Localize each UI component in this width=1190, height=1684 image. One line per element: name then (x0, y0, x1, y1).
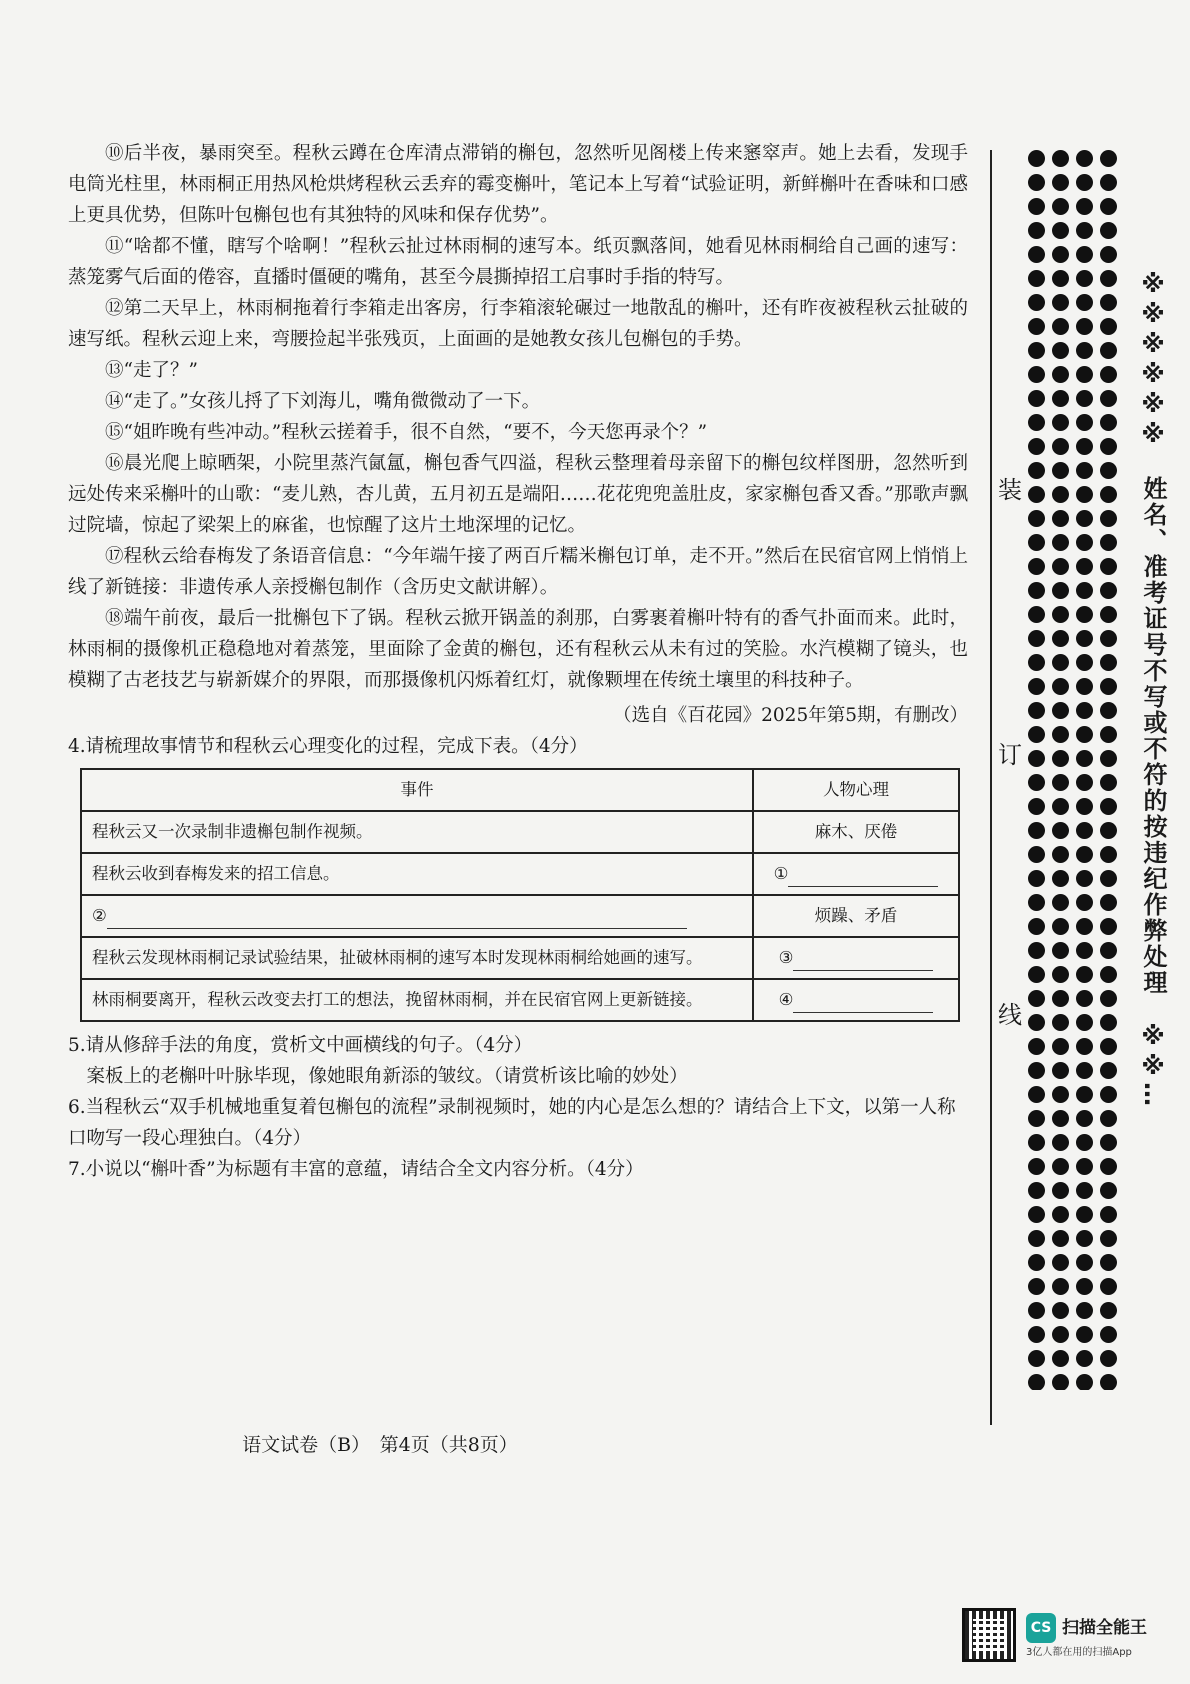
dot (1052, 1278, 1069, 1295)
dot (1028, 654, 1045, 671)
dot (1028, 342, 1045, 359)
event-cell[interactable] (81, 895, 753, 937)
dot (1100, 630, 1117, 647)
dot (1100, 990, 1117, 1007)
table-row (81, 979, 959, 1021)
dot (1028, 198, 1045, 215)
dot (1100, 654, 1117, 671)
dot (1052, 918, 1069, 935)
dot (1052, 174, 1069, 191)
dot (1100, 1158, 1117, 1175)
paragraph-13: ⑬“走了？” (105, 360, 198, 381)
dot (1052, 1182, 1069, 1199)
dot (1052, 438, 1069, 455)
dot (1052, 534, 1069, 551)
dot (1028, 966, 1045, 983)
dot (1052, 990, 1069, 1007)
dot (1076, 774, 1093, 791)
dot (1028, 486, 1045, 503)
dot (1100, 246, 1117, 263)
dot (1100, 1206, 1117, 1223)
dot (1028, 414, 1045, 431)
dot (1028, 1254, 1045, 1271)
dot (1100, 726, 1117, 743)
dot (1052, 1038, 1069, 1055)
dot (1052, 486, 1069, 503)
dot (1076, 222, 1093, 239)
dot (1028, 678, 1045, 695)
dot (1076, 390, 1093, 407)
dot (1028, 1014, 1045, 1031)
dot (1052, 294, 1069, 311)
table-row (81, 853, 959, 895)
dot (1100, 918, 1117, 935)
dot (1076, 606, 1093, 623)
dot (1100, 1014, 1117, 1031)
dot (1052, 822, 1069, 839)
dot (1052, 654, 1069, 671)
dot (1028, 174, 1045, 191)
dot (1052, 870, 1069, 887)
dot (1052, 270, 1069, 287)
dot (1052, 414, 1069, 431)
dot (1100, 414, 1117, 431)
binding-line (990, 150, 992, 1425)
dot (1028, 1374, 1045, 1390)
dot (1100, 1086, 1117, 1103)
dot (1052, 390, 1069, 407)
dot (1028, 822, 1045, 839)
dot (1076, 798, 1093, 815)
dot (1052, 1134, 1069, 1151)
dot (1052, 150, 1069, 167)
dot (1076, 1158, 1093, 1175)
dot (1100, 798, 1117, 815)
dot (1028, 606, 1045, 623)
dot (1076, 582, 1093, 599)
dot (1076, 966, 1093, 983)
dot (1076, 1278, 1093, 1295)
answer-blank-3[interactable] (793, 948, 933, 971)
dot (1028, 318, 1045, 335)
dot (1076, 942, 1093, 959)
dot (1100, 702, 1117, 719)
exam-content (68, 138, 968, 1185)
dot (1100, 1374, 1117, 1390)
dot (1076, 1038, 1093, 1055)
dot (1052, 1158, 1069, 1175)
dot (1100, 966, 1117, 983)
dot (1028, 1158, 1045, 1175)
dot (1100, 294, 1117, 311)
dot (1052, 1302, 1069, 1319)
dot (1076, 1254, 1093, 1271)
dot (1028, 918, 1045, 935)
event-cell: 林雨桐要离开，程秋云改变去打工的想法，挽留林雨桐，并在民宿官网上更新链接。 (81, 979, 753, 1021)
dot (1028, 942, 1045, 959)
dot (1076, 1326, 1093, 1343)
dot (1076, 702, 1093, 719)
blank-label-4: ④ (778, 990, 794, 1009)
dot (1052, 1062, 1069, 1079)
dot (1076, 990, 1093, 1007)
dot (1052, 1230, 1069, 1247)
dot (1100, 870, 1117, 887)
blank-label-3: ③ (778, 948, 794, 967)
dot (1076, 366, 1093, 383)
dot (1052, 462, 1069, 479)
dot (1052, 702, 1069, 719)
dot (1100, 462, 1117, 479)
dot (1100, 894, 1117, 911)
dot (1028, 366, 1045, 383)
dot (1100, 1182, 1117, 1199)
dot (1100, 1254, 1117, 1271)
dot (1100, 318, 1117, 335)
dot (1100, 150, 1117, 167)
dot (1028, 1110, 1045, 1127)
dot (1052, 630, 1069, 647)
dot (1076, 918, 1093, 935)
dot (1100, 774, 1117, 791)
dot (1052, 966, 1069, 983)
dot (1076, 174, 1093, 191)
dot (1028, 1134, 1045, 1151)
question-7: 7.小说以“槲叶香”为标题有丰富的意蕴，请结合全文内容分析。（4分） (68, 1159, 644, 1180)
dot (1052, 1374, 1069, 1390)
answer-blank-1[interactable] (788, 864, 938, 887)
dot (1076, 342, 1093, 359)
paragraph-18: ⑱端午前夜，最后一批槲包下了锅。程秋云掀开锅盖的刹那，白雾裹着槲叶特有的香气扑面而来。此时，林雨桐的摄像机正稳稳地对着蒸笼，里面除了金黄的槲包，还有程秋云从未有过的笑脸。水汽模糊了镜头，也模糊了古老技艺与崭新媒介的界限，而那摄像机闪烁着红灯，就像颗埋在传统土壤里的科技种子。 (68, 608, 968, 691)
dot (1076, 726, 1093, 743)
dot (1028, 1038, 1045, 1055)
dot (1028, 1278, 1045, 1295)
dot (1028, 1062, 1045, 1079)
dot (1028, 246, 1045, 263)
dot (1028, 990, 1045, 1007)
dot (1052, 774, 1069, 791)
dot (1100, 174, 1117, 191)
dot (1100, 198, 1117, 215)
blank-label-1: ① (773, 864, 789, 883)
dot (1076, 534, 1093, 551)
dot (1100, 1278, 1117, 1295)
dot (1076, 150, 1093, 167)
mind-cell: 麻木、厌倦 (753, 811, 959, 853)
dot (1100, 1302, 1117, 1319)
binding-label-zhuang: 装 (998, 476, 1022, 504)
dot (1028, 870, 1045, 887)
event-cell: 程秋云又一次录制非遗槲包制作视频。 (81, 811, 753, 853)
dot (1076, 294, 1093, 311)
answer-blank-4[interactable] (793, 990, 933, 1013)
dot (1076, 1374, 1093, 1390)
question-4: 4.请梳理故事情节和程秋云心理变化的过程，完成下表。（4分） (68, 736, 588, 757)
dot (1100, 510, 1117, 527)
binding-label-ding: 订 (998, 741, 1022, 769)
dot (1052, 1326, 1069, 1343)
dot (1028, 774, 1045, 791)
event-cell: 程秋云收到春梅发来的招工信息。 (81, 853, 753, 895)
dot (1028, 1206, 1045, 1223)
dot (1052, 246, 1069, 263)
dot (1052, 1086, 1069, 1103)
dot (1052, 1014, 1069, 1031)
dot (1100, 1134, 1117, 1151)
dot (1076, 1230, 1093, 1247)
dot (1052, 318, 1069, 335)
dot (1076, 822, 1093, 839)
dot (1100, 222, 1117, 239)
paragraph-15: ⑮“姐昨晚有些冲动。”程秋云搓着手，很不自然，“要不，今天您再录个？” (105, 422, 708, 443)
dot (1100, 342, 1117, 359)
dot (1100, 1230, 1117, 1247)
binding-label-xian: 线 (998, 1001, 1022, 1029)
dot (1028, 534, 1045, 551)
question-5-sentence: 案板上的老槲叶叶脉毕现，像她眼角新添的皱纹。（请赏析该比喻的妙处） (86, 1066, 688, 1087)
table-row (81, 895, 959, 937)
dot (1028, 1326, 1045, 1343)
dot (1076, 438, 1093, 455)
paragraph-11: ⑪“啥都不懂，瞎写个啥啊！”程秋云扯过林雨桐的速写本。纸页飘落间，她看见林雨桐给自己画的速写：蒸笼雾气后面的倦容，直播时僵硬的嘴角，甚至今晨撕掉招工启事时手指的特写。 (68, 236, 968, 288)
question-6: 6.当程秋云“双手机械地重复着包槲包的流程”录制视频时，她的内心是怎么想的？请结合上下文，以第一人称口吻写一段心理独白。（4分） (68, 1097, 956, 1149)
dot (1052, 798, 1069, 815)
dot (1052, 1254, 1069, 1271)
col-event-header: 事件 (81, 769, 753, 811)
mind-cell[interactable] (753, 979, 959, 1021)
dot (1028, 510, 1045, 527)
dot (1052, 510, 1069, 527)
paragraph-14: ⑭“走了。”女孩儿捋了下刘海儿，嘴角微微动了一下。 (105, 391, 541, 412)
dot (1028, 582, 1045, 599)
blank-label-2: ② (92, 906, 107, 925)
dot (1028, 558, 1045, 575)
dot (1100, 678, 1117, 695)
dot (1052, 366, 1069, 383)
table-row (81, 811, 959, 853)
dot (1028, 462, 1045, 479)
dot-pattern (1028, 150, 1120, 1390)
dot (1052, 222, 1069, 239)
dot (1052, 894, 1069, 911)
table-header-row (81, 769, 959, 811)
dot (1100, 558, 1117, 575)
dot (1028, 798, 1045, 815)
dot (1076, 198, 1093, 215)
dot (1028, 294, 1045, 311)
table-row (81, 937, 959, 979)
dot (1076, 510, 1093, 527)
dot (1028, 702, 1045, 719)
dot (1076, 1086, 1093, 1103)
dot (1100, 1110, 1117, 1127)
dot (1100, 390, 1117, 407)
dot (1052, 750, 1069, 767)
dot (1052, 1350, 1069, 1367)
dot (1100, 822, 1117, 839)
dot (1076, 270, 1093, 287)
dot (1028, 750, 1045, 767)
dot (1052, 942, 1069, 959)
dot (1076, 846, 1093, 863)
dot (1100, 534, 1117, 551)
dot (1028, 726, 1045, 743)
event-cell: 程秋云发现林雨桐记录试验结果，扯破林雨桐的速写本时发现林雨桐给她画的速写。 (81, 937, 753, 979)
paragraph-10: ⑩后半夜，暴雨突至。程秋云蹲在仓库清点滞销的槲包，忽然听见阁楼上传来窸窣声。她上去看，发现手电筒光柱里，林雨桐正用热风枪烘烤程秋云丢弃的霉变槲叶，笔记本上写着“试验证明，新鲜槲叶在香味和口感上更具优势，但陈叶包槲包也有其独特的风味和保存优势”。 (68, 143, 968, 226)
dot (1100, 1350, 1117, 1367)
dot (1076, 1302, 1093, 1319)
dot (1052, 558, 1069, 575)
dot (1100, 438, 1117, 455)
dot (1076, 870, 1093, 887)
dot (1100, 846, 1117, 863)
mind-cell[interactable] (753, 937, 959, 979)
dot (1052, 1206, 1069, 1223)
scanner-name: 扫描全能王 (1062, 1617, 1147, 1638)
dot (1076, 678, 1093, 695)
dot (1076, 1350, 1093, 1367)
dot (1028, 894, 1045, 911)
scanner-slogan: 3亿人都在用的扫描App (1026, 1646, 1132, 1658)
event-table (80, 768, 960, 1022)
page-footer: 语文试卷（B） 第4页（共8页） (242, 1434, 518, 1456)
dot (1052, 342, 1069, 359)
dot (1076, 558, 1093, 575)
dot (1076, 1134, 1093, 1151)
paragraph-17: ⑰程秋云给春梅发了条语音信息：“今年端午接了两百斤糯米槲包订单，走不开。”然后在民宿官网上悄悄上线了新链接：非遗传承人亲授槲包制作（含历史文献讲解）。 (68, 546, 968, 598)
dot (1076, 246, 1093, 263)
dot (1100, 1062, 1117, 1079)
paragraph-12: ⑫第二天早上，林雨桐拖着行李箱走出客房，行李箱滚轮碾过一地散乱的槲叶，还有昨夜被程秋云扯破的速写纸。程秋云迎上来，弯腰捡起半张残页，上面画的是她教女孩儿包槲包的手势。 (68, 298, 968, 350)
margin-notice: ※※※※※※ 姓名、准考证号不写或不符的按违纪作弊处理 ※※… (1139, 270, 1167, 1108)
dot (1076, 462, 1093, 479)
dot (1028, 630, 1045, 647)
dot (1028, 270, 1045, 287)
dot (1076, 414, 1093, 431)
dot (1028, 222, 1045, 239)
qr-code-icon (962, 1608, 1016, 1662)
dot (1076, 750, 1093, 767)
col-mind-header: 人物心理 (753, 769, 959, 811)
dot (1052, 582, 1069, 599)
dot (1076, 1110, 1093, 1127)
dot (1052, 198, 1069, 215)
dot (1028, 390, 1045, 407)
dot (1028, 1302, 1045, 1319)
dot (1052, 1110, 1069, 1127)
dot (1076, 1014, 1093, 1031)
dot (1028, 1182, 1045, 1199)
dot (1028, 1350, 1045, 1367)
answer-blank-2[interactable] (107, 906, 687, 929)
dot (1052, 606, 1069, 623)
dot (1100, 1038, 1117, 1055)
dot (1076, 318, 1093, 335)
dot (1076, 1206, 1093, 1223)
dot (1100, 606, 1117, 623)
dot (1028, 846, 1045, 863)
dot (1028, 438, 1045, 455)
dot (1028, 1230, 1045, 1247)
dot (1100, 582, 1117, 599)
mind-cell[interactable] (753, 853, 959, 895)
question-5: 5.请从修辞手法的角度，赏析文中画横线的句子。（4分） (68, 1035, 533, 1056)
dot (1076, 1182, 1093, 1199)
paragraph-16: ⑯晨光爬上晾晒架，小院里蒸汽氤氲，槲包香气四溢，程秋云整理着母亲留下的槲包纹样图册，忽然听到远处传来采槲叶的山歌：“麦儿熟，杏儿黄，五月初五是端阳……花花兜兜盖肚皮，家家槲包香又香。”那歌声飘过院墙，惊起了梁架上的麻雀，也惊醒了这片土地深埋的记忆。 (68, 453, 968, 536)
dot (1052, 726, 1069, 743)
source-citation: （选自《百花园》2025年第5期，有删改） (613, 705, 968, 726)
dot (1100, 486, 1117, 503)
dot (1028, 1086, 1045, 1103)
dot (1052, 846, 1069, 863)
dot (1100, 270, 1117, 287)
dot (1100, 750, 1117, 767)
dot (1076, 654, 1093, 671)
mind-cell: 烦躁、矛盾 (753, 895, 959, 937)
dot (1076, 1062, 1093, 1079)
dot (1100, 366, 1117, 383)
cs-logo-icon: CS (1026, 1613, 1056, 1643)
dot (1100, 942, 1117, 959)
dot (1076, 486, 1093, 503)
scanner-branding (1026, 1613, 1147, 1658)
dot (1076, 630, 1093, 647)
dot (1076, 894, 1093, 911)
dot (1100, 1326, 1117, 1343)
dot (1028, 150, 1045, 167)
scanner-watermark (962, 1608, 1147, 1662)
dot (1052, 678, 1069, 695)
